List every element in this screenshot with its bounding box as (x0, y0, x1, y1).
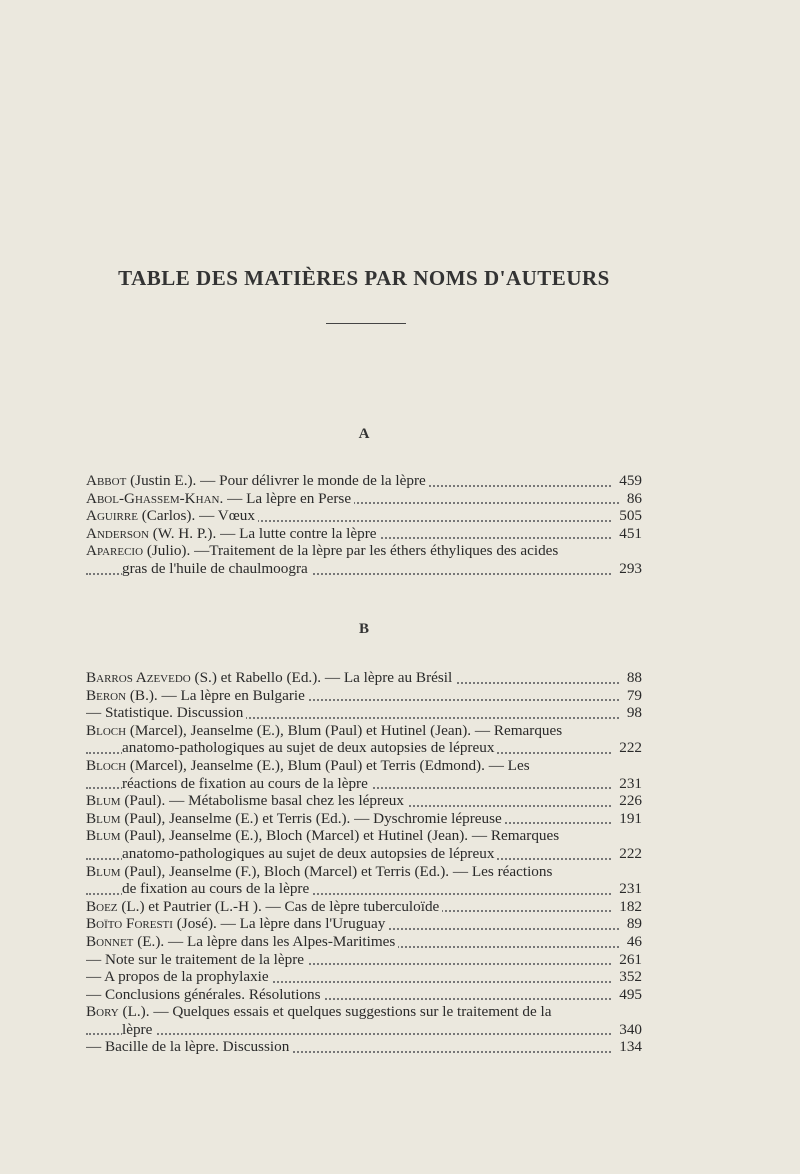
entry-text (122, 1021, 155, 1038)
index-entry (86, 986, 642, 1004)
entry-text (86, 757, 533, 774)
index-entry (86, 775, 642, 793)
page-number: 134 (613, 1038, 642, 1056)
page-number: 89 (621, 915, 642, 933)
entry-text (122, 560, 311, 577)
index-entry (86, 525, 642, 543)
index-entry (86, 704, 642, 722)
page-number: 459 (613, 472, 642, 490)
entry-author: Abol-Ghassem-Khan (86, 489, 220, 507)
dot-leader (86, 1033, 642, 1035)
index-entry (86, 845, 642, 863)
entry-text (86, 827, 562, 844)
entry-title: (Marcel), Jeanselme (E.), Blum (Paul) et Hutinel (Jean). — Remarques (126, 721, 563, 739)
page-number: 86 (621, 490, 642, 508)
entry-author: Bloch (86, 756, 127, 774)
entry-text (86, 951, 307, 968)
entry-title: (Paul), Jeanselme (E.), Bloch (Marcel) et Hutinel (Jean). — Remarques (120, 827, 560, 845)
page-number: 231 (613, 775, 642, 793)
index-entry (86, 507, 642, 525)
entry-text (86, 968, 272, 985)
entry-text (86, 986, 324, 1003)
entry-text (86, 472, 429, 489)
entry-title: (Paul). — Métabolisme basal chez les lépreux (120, 792, 404, 810)
index-entry (86, 1038, 642, 1056)
entry-title: anatomo-pathologiques au sujet de deux autopsies de lépreux (122, 739, 495, 757)
entry-title: réactions de fixation au cours de la lèpre (122, 774, 368, 792)
index-entry (86, 722, 642, 740)
entry-title: — A propos de la prophylaxie (86, 968, 269, 986)
entry-author: Bonnet (86, 932, 134, 950)
entry-title: (Carlos). — Vœux (137, 507, 255, 525)
entry-text (86, 933, 398, 950)
page-number: 451 (613, 525, 642, 543)
entry-title: (Marcel), Jeanselme (E.), Blum (Paul) et Terris (Edmond). — Les (126, 756, 530, 774)
entry-text (86, 669, 455, 686)
index-entry (86, 1021, 642, 1039)
entry-text (86, 1038, 292, 1055)
page-number: 340 (613, 1021, 642, 1039)
index-entry (86, 739, 642, 757)
entry-author: Anderson (86, 524, 149, 542)
page-number: 231 (613, 880, 642, 898)
index-entry (86, 968, 642, 986)
entry-text (86, 722, 565, 739)
index-entry (86, 669, 642, 687)
index-entry (86, 951, 642, 969)
entry-title: — Note sur le traitement de la lèpre (86, 950, 305, 968)
index-entry (86, 560, 642, 578)
index-entry (86, 915, 642, 933)
entry-title: — Statistique. Discussion (86, 704, 244, 722)
index-entry (86, 687, 642, 705)
entry-author: Blum (86, 827, 121, 845)
entry-title: (W. H. P.). — La lutte contre la lèpre (148, 524, 377, 542)
index-entry (86, 863, 642, 881)
entry-author: Beron (86, 686, 127, 704)
section-b-entries (86, 669, 642, 1056)
entry-title: (B.). — La lèpre en Bulgarie (126, 686, 305, 704)
entry-author: Aguirre (86, 507, 138, 525)
entry-text (86, 525, 380, 542)
page-number: 505 (613, 507, 642, 525)
index-entry (86, 810, 642, 828)
entry-text (86, 1003, 555, 1020)
entry-title: (Justin E.). — Pour délivrer le monde de la lèpre (126, 472, 426, 489)
entry-text (86, 792, 407, 809)
index-entry (86, 933, 642, 951)
entry-title: . — La lèpre en Perse (219, 489, 352, 507)
entry-title: (Paul), Jeanselme (F.), Bloch (Marcel) et Terris (Ed.). — Les réactions (120, 862, 553, 880)
index-entry (86, 827, 642, 845)
section-a-entries (86, 472, 642, 578)
page-number: 495 (613, 986, 642, 1004)
index-entry (86, 792, 642, 810)
page-number: 352 (613, 968, 642, 986)
entry-author: Blum (86, 862, 121, 880)
entry-author: Bory (86, 1003, 119, 1021)
entry-text (86, 915, 388, 932)
section-a-letter: A (358, 426, 370, 442)
entry-author: Blum (86, 792, 121, 810)
index-entry (86, 490, 642, 508)
page-number: 222 (613, 739, 642, 757)
entry-text (86, 490, 354, 507)
entry-text (122, 739, 497, 756)
index-entry (86, 880, 642, 898)
entry-title: (Julio). —Traitement de la lèpre par les éthers éthyliques des acides (143, 542, 559, 560)
entry-author: Abbot (86, 472, 127, 489)
page-number: 293 (613, 560, 642, 578)
section-b-letter: B (358, 621, 369, 637)
entry-title: lèpre (122, 1020, 153, 1038)
page-number: 98 (621, 704, 642, 722)
entry-title: (L.) et Pautrier (L.-H ). — Cas de lèpre tuberculoïde (117, 897, 440, 915)
page-number: 226 (613, 792, 642, 810)
index-entry (86, 542, 642, 560)
index-entry (86, 1003, 642, 1021)
page-number: 46 (621, 933, 642, 951)
page-number: 88 (621, 669, 642, 687)
entry-author: Blum (86, 809, 121, 827)
entry-title: (E.). — La lèpre dans les Alpes-Maritimes (133, 932, 396, 950)
entry-author: Boez (86, 897, 118, 915)
entry-text (86, 542, 561, 559)
index-entry (86, 472, 642, 490)
index-entry (86, 757, 642, 775)
entry-title: gras de l'huile de chaulmoogra (122, 559, 308, 577)
entry-text (86, 898, 442, 915)
entry-title: (Paul), Jeanselme (E.) et Terris (Ed.). — Dyschromie lépreuse (120, 809, 502, 827)
entry-title: anatomo-pathologiques au sujet de deux autopsies de lépreux (122, 844, 495, 862)
entry-text (122, 880, 312, 897)
entry-author: Barros Azevedo (86, 669, 191, 686)
entry-title: — Conclusions générales. Résolutions (86, 985, 321, 1003)
entry-text (86, 507, 258, 524)
page-number: 191 (613, 810, 642, 828)
entry-title: de fixation au cours de la lèpre (122, 880, 310, 898)
entry-author: Bloch (86, 721, 127, 739)
entry-text (122, 775, 371, 792)
page-number: 222 (613, 845, 642, 863)
title-rule (326, 323, 406, 324)
entry-title: (José). — La lèpre dans l'Uruguay (172, 915, 386, 933)
page-number: 261 (613, 951, 642, 969)
entry-text (86, 863, 555, 880)
page-number: 182 (613, 898, 642, 916)
entry-author: Boïto Foresti (86, 915, 173, 933)
page-number: 79 (621, 687, 642, 705)
entry-text (86, 687, 308, 704)
entry-text (86, 810, 505, 827)
entry-author: Aparecio (86, 542, 144, 560)
entry-title: (L.). — Quelques essais et quelques suggestions sur le traitement de la (118, 1003, 552, 1021)
page-title: TABLE DES MATIÈRES PAR NOMS D'AUTEURS (118, 266, 610, 290)
entry-title: (S.) et Rabello (Ed.). — La lèpre au Brésil (190, 669, 453, 686)
entry-title: — Bacille de la lèpre. Discussion (86, 1038, 290, 1056)
entry-text (86, 704, 246, 721)
index-entry (86, 898, 642, 916)
entry-text (122, 845, 497, 862)
